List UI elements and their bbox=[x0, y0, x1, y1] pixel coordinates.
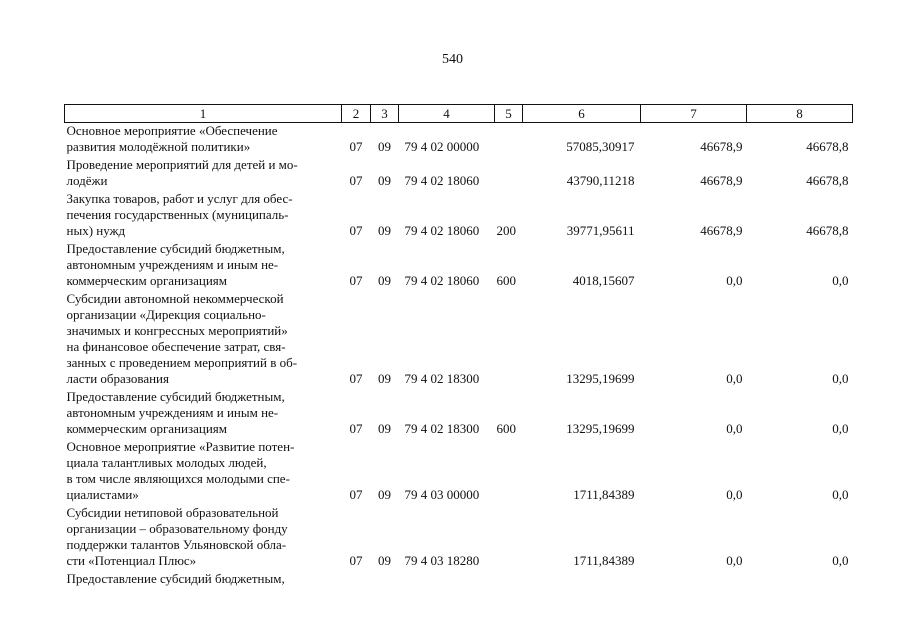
table-row bbox=[65, 123, 853, 158]
section-code: 07 bbox=[349, 487, 363, 502]
column-header: 5 bbox=[495, 105, 523, 123]
budget-table bbox=[64, 104, 853, 589]
subsection-code: 09 bbox=[378, 371, 391, 386]
amount-col8: 46678,8 bbox=[806, 173, 849, 188]
subsection-code: 09 bbox=[378, 553, 391, 568]
column-header: 7 bbox=[641, 105, 747, 123]
expense-type-code bbox=[495, 505, 523, 571]
row-name bbox=[65, 439, 342, 505]
section-code: 07 bbox=[349, 173, 363, 188]
expense-type-code bbox=[495, 157, 523, 191]
amount-col8 bbox=[747, 571, 853, 589]
amount-col7: 0,0 bbox=[726, 421, 743, 436]
row-name-line: организации – образовательному фонду bbox=[66, 521, 288, 536]
column-header: 3 bbox=[371, 105, 399, 123]
subsection-code: 09 bbox=[378, 139, 391, 154]
row-name-line: в том числе являющихся молодыми спе- bbox=[66, 471, 290, 486]
expense-type-code: 600 bbox=[496, 273, 516, 288]
table-row bbox=[65, 439, 853, 505]
amount-col8: 0,0 bbox=[832, 421, 849, 436]
table-row bbox=[65, 389, 853, 439]
amount-col7: 0,0 bbox=[726, 487, 743, 502]
column-header: 4 bbox=[399, 105, 495, 123]
amount-col8: 46678,8 bbox=[806, 223, 849, 238]
amount-col8: 0,0 bbox=[832, 553, 849, 568]
expense-type-code bbox=[495, 571, 523, 589]
row-name-line: ласти образования bbox=[66, 371, 169, 386]
section-code: 07 bbox=[349, 223, 363, 238]
expense-type-code bbox=[495, 291, 523, 389]
table-row bbox=[65, 157, 853, 191]
target-article-code: 79 4 02 18060 bbox=[404, 223, 480, 238]
row-name-line: сти «Потенциал Плюс» bbox=[66, 553, 197, 568]
subsection-code: 09 bbox=[378, 487, 391, 502]
table-row bbox=[65, 505, 853, 571]
row-name bbox=[65, 123, 342, 158]
amount-col8: 46678,8 bbox=[806, 139, 849, 154]
expense-type-code bbox=[495, 123, 523, 158]
row-name bbox=[65, 389, 342, 439]
row-name-line: развития молодёжной политики» bbox=[66, 139, 251, 154]
section-code bbox=[342, 571, 371, 589]
target-article-code: 79 4 02 18060 bbox=[404, 273, 480, 288]
header-row bbox=[65, 105, 853, 123]
row-name-line: лодёжи bbox=[66, 173, 108, 188]
target-article-code bbox=[399, 571, 495, 589]
amount-col7: 0,0 bbox=[726, 553, 743, 568]
row-name-line: Закупка товаров, работ и услуг для обес- bbox=[66, 191, 293, 206]
amount-col6 bbox=[523, 571, 641, 589]
target-article-code: 79 4 02 00000 bbox=[404, 139, 480, 154]
amount-col7: 46678,9 bbox=[700, 223, 743, 238]
amount-col7: 0,0 bbox=[726, 371, 743, 386]
target-article-code: 79 4 03 18280 bbox=[404, 553, 480, 568]
row-name-line: циала талантливых молодых людей, bbox=[66, 455, 267, 470]
table-row bbox=[65, 571, 853, 589]
target-article-code: 79 4 02 18060 bbox=[404, 173, 480, 188]
amount-col6: 1711,84389 bbox=[573, 487, 635, 502]
row-name bbox=[65, 157, 342, 191]
expense-type-code bbox=[495, 439, 523, 505]
target-article-code: 79 4 03 00000 bbox=[404, 487, 480, 502]
row-name bbox=[65, 191, 342, 241]
row-name-line: занных с проведением мероприятий в об- bbox=[66, 355, 298, 370]
row-name bbox=[65, 571, 342, 589]
row-name-line: коммерческим организациям bbox=[66, 273, 228, 288]
row-name-line: Субсидии автономной некоммерческой bbox=[66, 291, 284, 306]
row-name-line: Предоставление субсидий бюджетным, bbox=[66, 241, 285, 256]
amount-col8: 0,0 bbox=[832, 371, 849, 386]
subsection-code: 09 bbox=[378, 173, 391, 188]
column-header: 6 bbox=[523, 105, 641, 123]
row-name-line: Проведение мероприятий для детей и мо- bbox=[66, 157, 298, 172]
table-row bbox=[65, 291, 853, 389]
amount-col8: 0,0 bbox=[832, 487, 849, 502]
amount-col7: 46678,9 bbox=[700, 139, 743, 154]
row-name bbox=[65, 241, 342, 291]
row-name-line: ных) нужд bbox=[66, 223, 126, 238]
row-name-line: Предоставление субсидий бюджетным, bbox=[66, 389, 285, 404]
amount-col6: 13295,19699 bbox=[566, 421, 635, 436]
table-row bbox=[65, 241, 853, 291]
amount-col6: 4018,15607 bbox=[572, 273, 635, 288]
row-name bbox=[65, 291, 342, 389]
amount-col7 bbox=[641, 571, 747, 589]
row-name-line: коммерческим организациям bbox=[66, 421, 228, 436]
amount-col6: 57085,30917 bbox=[566, 139, 635, 154]
row-name-line: Основное мероприятие «Обеспечение bbox=[66, 123, 278, 138]
row-name-line: организации «Дирекция социально- bbox=[66, 307, 266, 322]
row-name-line: значимых и конгрессных мероприятий» bbox=[66, 323, 288, 338]
row-name-line: автономным учреждениям и иным не- bbox=[66, 257, 279, 272]
row-name-line: Субсидии нетиповой образовательной bbox=[66, 505, 279, 520]
target-article-code: 79 4 02 18300 bbox=[404, 371, 480, 386]
section-code: 07 bbox=[349, 421, 363, 436]
target-article-code: 79 4 02 18300 bbox=[404, 421, 480, 436]
section-code: 07 bbox=[349, 139, 363, 154]
row-name-line: поддержки талантов Ульяновской обла- bbox=[66, 537, 287, 552]
section-code: 07 bbox=[349, 371, 363, 386]
expense-type-code: 200 bbox=[496, 223, 516, 238]
row-name-line: Предоставление субсидий бюджетным, bbox=[66, 571, 285, 586]
subsection-code: 09 bbox=[378, 273, 391, 288]
amount-col7: 0,0 bbox=[726, 273, 743, 288]
amount-col8: 0,0 bbox=[832, 273, 849, 288]
row-name bbox=[65, 505, 342, 571]
amount-col6: 1711,84389 bbox=[573, 553, 635, 568]
row-name-line: Основное мероприятие «Развитие потен- bbox=[66, 439, 295, 454]
amount-col6: 39771,95611 bbox=[566, 223, 635, 238]
subsection-code: 09 bbox=[378, 421, 391, 436]
amount-col6: 13295,19699 bbox=[566, 371, 635, 386]
column-header: 2 bbox=[342, 105, 371, 123]
row-name-line: автономным учреждениям и иным не- bbox=[66, 405, 279, 420]
row-name-line: на финансовое обеспечение затрат, свя- bbox=[66, 339, 286, 354]
amount-col7: 46678,9 bbox=[700, 173, 743, 188]
subsection-code: 09 bbox=[378, 223, 391, 238]
table-row bbox=[65, 191, 853, 241]
row-name-line: циалистами» bbox=[66, 487, 139, 502]
section-code: 07 bbox=[349, 553, 363, 568]
expense-type-code: 600 bbox=[496, 421, 516, 436]
row-name-line: печения государственных (муниципаль- bbox=[66, 207, 289, 222]
amount-col6: 43790,11218 bbox=[566, 173, 635, 188]
column-header: 8 bbox=[747, 105, 853, 123]
section-code: 07 bbox=[349, 273, 363, 288]
column-header: 1 bbox=[65, 105, 342, 123]
table-body bbox=[65, 123, 853, 590]
page-number: 540 bbox=[442, 52, 463, 67]
subsection-code bbox=[371, 571, 399, 589]
